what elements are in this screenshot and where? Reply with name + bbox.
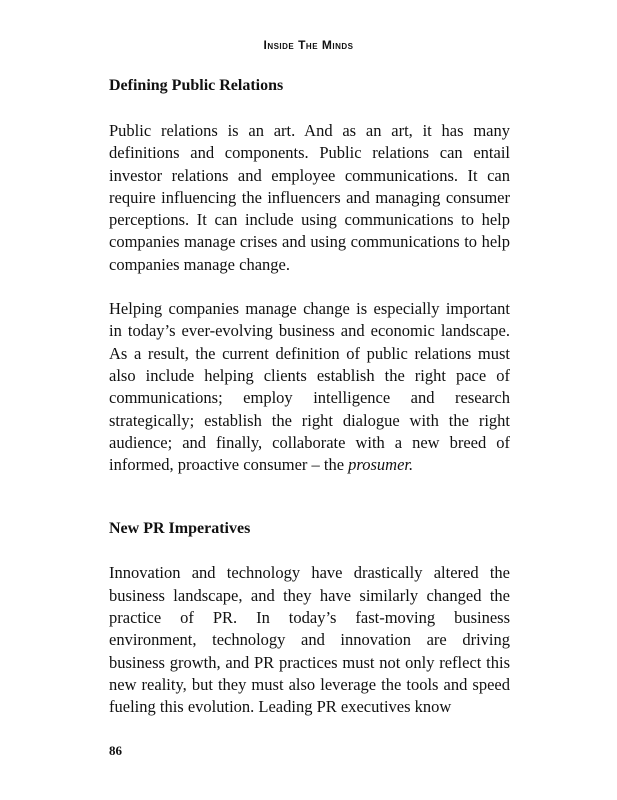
page-number: 86 — [109, 743, 122, 758]
page-body — [109, 75, 510, 719]
section-heading-defining-pr: Defining Public Relations — [109, 77, 284, 94]
section-heading-new-pr-imperatives: New PR Imperatives — [109, 520, 251, 538]
paragraph-managing-change-text: Helping companies manage change is especially important in today’s ever-evolving business and economic landscape. As a result, the current definition of public relations must also include helping clients establish the right pace of communications; employ intelligence and research strategically; establish the right dialogue with the right audience; and finally, collaborate with a new breed of informed, proactive consumer – the — [109, 299, 510, 475]
prosumer-emphasis: prosumer. — [348, 455, 414, 475]
paragraph-pr-is-an-art: Public relations is an art. And as an art, it has many definitions and components. Public relations can entail investor relations and employee communications. It can require influencing the influencers and managing consumer perceptions. It can include using communications to help companies manage crises and using communications to help companies manage change. — [109, 121, 510, 274]
paragraph-innovation-technology: Innovation and technology have drastically altered the business landscape, and they have similarly changed the practice of PR. In today’s fast-moving business environment, technology and innovation are driving business growth, and PR practices must not only reflect this new reality, but they must also leverage the tools and speed fueling this evolution. Leading PR executives know — [109, 563, 510, 717]
paragraph-managing-change — [109, 298, 510, 476]
running-header: Inside The Minds — [263, 38, 354, 52]
